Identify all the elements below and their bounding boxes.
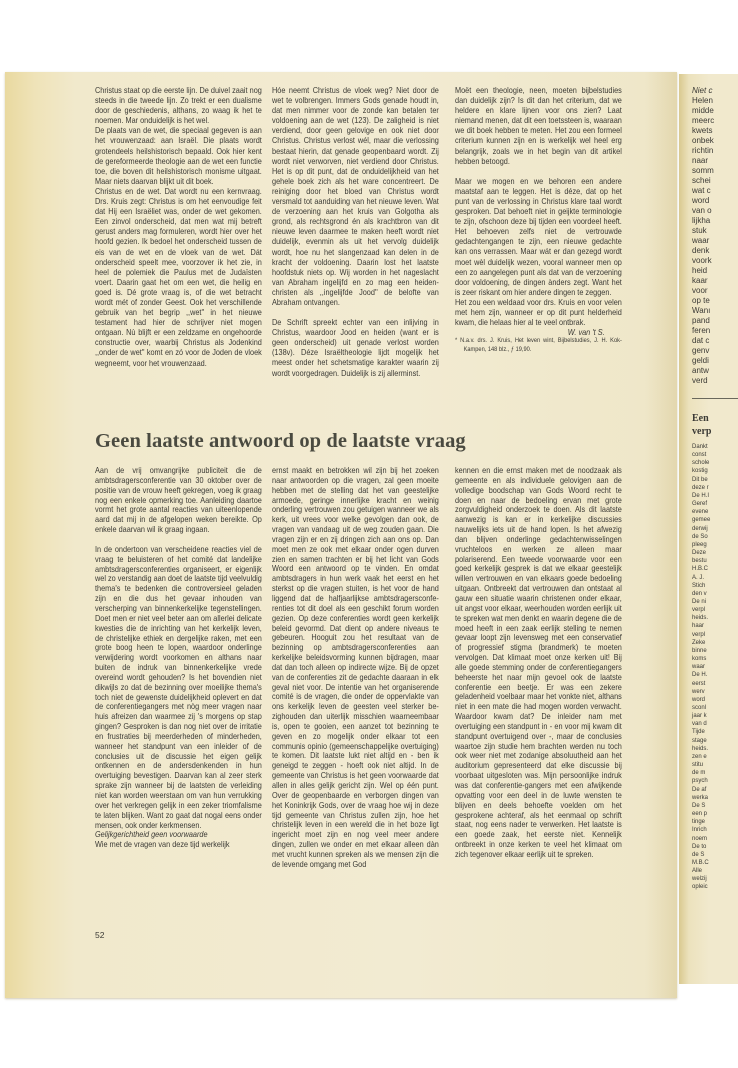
paragraph: De Schrift spreekt echter van een inlijving in Christus, waardoor Jood en heiden (want er is geen onderscheid) uit genade verlost worden (138v). Déze Israëltheologie lijdt mogelijk het meest onder het schetsmatige karakter waarin zij wordt voorgedragen. Duidelijk is zij allerminst. — [272, 317, 439, 378]
text-fragment: stitu — [692, 762, 704, 769]
text-fragment: voork — [692, 256, 712, 265]
text-fragment: Tijde — [692, 729, 705, 736]
facing-page-small-text — [692, 443, 710, 892]
text-fragment: bestu — [692, 558, 707, 565]
author-signature: W. van 't S. — [567, 327, 605, 338]
text-fragment: haar — [692, 623, 705, 630]
text-fragment: De ni — [692, 598, 707, 605]
text-fragment: lijkha — [692, 216, 711, 225]
text-fragment: De af — [692, 786, 707, 793]
text-fragment: somm — [692, 166, 714, 175]
text-fragment: richtin — [692, 146, 714, 155]
text-fragment: deze r — [692, 484, 709, 491]
paragraph: kennen en die ernst maken met de noodzaak als gemeente en als individuele gelovigen aan de volledige boodschap van Gods Woord recht te doen en naar de bedoeling ervan met grote zorgvuldigheid onderzoek te doen. Als dit laatste aanwezig is kan er in kerkelijke discussies nauwelijks iets uit de hand lopen. Is het afwezig dan blijven onderlinge gedachtenwisselingen vruchteloos en werken ze alleen maar polariserend. Een tweede voorwaarde voor een goed kerkelijk gesprek is dat we elkaar geestelijk willen vertrouwen en van elkaars goede bedoeling uitgaan. Ontbreekt dat vertrouwen dan ontstaat al gauw een situatie waarin christenen onder elkaar, uit angst voor elkaar, weerhouden worden eerlijk uit te spreken wat men denkt en waarin degene die de moed heeft in een zaak eerlijk stelling te nemen gevaar loopt zijn levensweg met een conservatief of progressief stigma (brandmerk) te moeten vervolgen. Dat klimaat moet onze kerken uit! Bij alle goede stemming onder de conferentiegangers beheerste het naar mijn gevoel ook de laatste conferentie een beetje. Er was een zekere geladenheid voelbaar maar het vonkte niet, althans niet in een mate die had mogen worden verwacht. Waardoor kwam dat? De inleider nam met overtuiging een standpunt in - en voor mij kwam dit standpunt overtuigend over -, maar de conclusies waartoe zijn studie hem brachten werden nu toch ook weer niet met zodanige absoluutheid aan het auditorium gepresenteerd dat elke discussie bij voorbaat uitgesloten was. Mijn persoonlijke indruk was dat conferentie-gangers met een afwijkende opvatting voor een deel in de luwte wensten te blijven en deels behoefte voelden om het gesprokene achteraf, als het eenmaal op schrift staat, nog eens nader te verwerken. Het laatste is een goede zaak, het eerste niet. Kennelijk ontbreekt in onze kerken te veel het klimaat om zich tegenover elkaar eerlijk uit te spreken. — [455, 465, 622, 859]
text-fragment: kostig — [692, 468, 708, 475]
paragraph: Wie met de vragen van deze tijd werkelijk — [95, 839, 230, 850]
subheading: Gelijkgerichtheid geen voorwaarde — [95, 829, 208, 840]
paragraph: Maar we mogen en we behoren een andere maatstaf aan te leggen. Het is déze, dat op het punt van de verlossing in Christus klare taal wordt gesproken. Dat behoeft niet in geijkte terminologie te zijn, ofschoon deze bij tijden een voordeel heeft. Het behoeven zelfs niet de vertrouwde gedachtengangen te zijn, een nieuwe gedachte kan ons verrassen. Maar wát er dan gezegd wordt moet wèl duidelijk wezen, vooral wanneer men op een zo aangelegen punt als dat van de verzoening door voldoening, de dingen ànders zegt. Want het is zeer riskant om hier andere dingen te zeggen. — [455, 175, 622, 297]
text-fragment: den v — [692, 590, 707, 597]
text-fragment: van d — [692, 721, 707, 728]
column-1 — [95, 85, 262, 368]
paragraph: In de ondertoon van verscheidene reacties viel de vraag te beluisteren of het comité dat landelijke ambtsdragersconferenties organiseert, er eigenlijk wel zo verstandig aan doet de laatste tijd veelvuldig thema's te bedenken die controversieel geladen zijn en die dus het gevaar inhouden van verscherping van binnenkerkelijke tegenstellingen. Doet men er niet veel beter aan om allerlei delicate kwesties die de inrichting van het kerkelijk leven, de christelijke ethiek en dergelijke raken, met een grote boog heen te lopen, waardoor onderlinge verwijdering wordt voorkomen en althans naar buiten de indruk van binnenkerkelijke vrede overeind wordt gehouden? Is het bovendien niet dikwijls zo dat de bezinning over moeilijke thema's toch niet de gewenste duidelijkheid oplevert en dat de conferentiegangers met nòg meer vragen naar huis afreizen dan waarmee zij 's morgens op stap gingen? Gesproken is dan nog niet over de irritatie en frustraties bij meerderheden of minderheden, wanneer het standpunt van een inleider of de conclusies uit de discussie het eigen gelijk ontkennen en de andersdenkenden in hun overtuiging bevestigen. Daarvan kan al zeer sterk sprake zijn wanneer bij de laatsten de verleiding niet kan worden weerstaan om van hun verrukking over het verkregen gelijk in een zeker triomfalisme te laten blijken. Want zo gaat dat nogal eens onder mensen, ook onder kerkmensen. — [95, 543, 262, 830]
text-fragment: sconl — [692, 705, 707, 711]
text-fragment: geldi — [692, 356, 709, 365]
divider — [692, 398, 738, 399]
facing-page-column — [692, 86, 738, 386]
text-fragment: verpl — [692, 607, 706, 614]
text-fragment: verp — [692, 425, 712, 437]
text-fragment: Dit be — [692, 476, 708, 483]
paragraph: Hóe neemt Christus de vloek weg? Niet door de wet te volbrengen. Immers Gods genade houdt in, dat men nimmer voor de zonde kan betalen ter voldoening aan de wet (123). De zaligheid is niet verdiend, door geen gelovige en ook niet door Christus. Christus verlost wél, maar die verlossing bestaat hierin, dat genade geopenbaard wordt. Zij wordt niet verworven, niet verdiend door Christus. Het is op dit punt, dat de onduidelijkheid van het gehele boek zich als het ware concentreert. De reiniging door het bloed van Christus wordt versmald tot aanduiding van het nieuwe leven. Wat de verzoening aan het kruis van Golgotha als grond, als rechtsgrond én als krachtbron van dit nieuwe leven daarmee te maken heeft wordt niet duidelijk, evenmin als uit het vervolg duidelijk wordt, hoe nu het slangenzaad kan delen in de kracht der voldoening. Daarin lost het laatste hoofdstuk niets op. Wij worden in het nageslacht van Abraham ingelijfd en zo mag een heiden-christen als ,,ingelijfde Jood'' de belofte van Abraham ontvangen. — [272, 85, 439, 307]
text-fragment: heids. — [692, 615, 709, 622]
text-fragment: opleic — [692, 884, 708, 891]
text-fragment: Inrich — [692, 827, 707, 834]
column-2 — [272, 466, 439, 870]
text-fragment: de S — [692, 851, 705, 858]
text-fragment: feren — [692, 326, 711, 335]
text-fragment: heid — [692, 266, 708, 275]
text-fragment: M.B.C — [692, 859, 709, 866]
footnote: * N.a.v. drs. J. Kruis, Het leven wint, Bijbelstudies, J. H. Kok-Kampen, 148 blz., ƒ 19,90. — [455, 337, 622, 353]
text-fragment: werv — [692, 688, 705, 695]
paragraph: Moët een theologie, neen, moeten bijbelstudies dan duidelijk zijn? Is dit dan het criterium, dat we heldere en klare lijnen voor ons zien? Laat niemand menen, dat dit een toetssteen is, waaraan we dit boek hebben te meten. Het zou een formeel criterium kunnen zijn en is werkelijk wel heel erg belangrijk, zoals we in het begin van dit artikel hebben betoogd. — [455, 85, 622, 166]
text-fragment: psych — [692, 778, 708, 785]
text-fragment: Deze — [692, 550, 707, 557]
paragraph: Het zou een weldaad voor drs. Kruis en voor velen met hem zijn, wanneer er op dit punt helderheid kwam, die helaas hier al te veel ontbrak. — [455, 296, 622, 328]
text-fragment: De H.I — [692, 492, 710, 499]
text-fragment: H.B.C — [692, 566, 709, 573]
text-fragment: werka — [692, 794, 709, 801]
text-fragment: Zeke — [692, 639, 706, 646]
text-fragment: De to — [692, 843, 707, 850]
text-fragment: Alle — [692, 868, 703, 875]
text-fragment: dat c — [692, 336, 710, 345]
facing-page-heading — [692, 413, 711, 438]
text-fragment: meerc — [692, 116, 715, 125]
text-fragment: De H. — [692, 672, 708, 679]
text-fragment: antw — [692, 366, 709, 375]
paragraph: Christus en de wet. Dat wordt nu een kernvraag. Drs. Kruis zegt: Christus is om het eenvoudige feit dat Hij een Israëliet was, onder de wet gekomen. Een zinvol onderscheid, dat men wat mij betreft gerust anders mag formuleren, wordt hier over het hoofd gezien. Ik bedoel het onderscheid tussen de eis van de wet en de vloek van de wet. Dát onderscheid speelt mee, voorzover ik het zie, in heel de polemiek die Paulus met de Judaïsten voert. Daarin gaat het om een wet, die heilig en goed is. Dé grote vraag is, of die wet betracht wordt mét of zonder Geest. Ook het verschillende gebruik van het begrip ,,wet'' in het nieuwe testament had hier de schrijver niet mogen ontgaan. Nù blijft er een zeldzame en ongehoorde constructie over, waarbij Christus als Jodenkind ,,onder de wet'' komt en zó voor de Joden de vloek wegneemt, voor het vrouwenzaad. — [95, 185, 262, 368]
paragraph: De plaats van de wet, die speciaal gegeven is aan het vrouwenzaad: aan Israël. Die plaats wordt grotendeels heilshistorisch bepaald. Ook hier kent de gereformeerde theologie aan de wet een functie toe, die boven dit heilshistorisch monisme uitgaat. Maar niets daarvan blijkt uit dit boek. — [95, 125, 262, 186]
text-fragment: jaar k — [692, 713, 707, 720]
text-fragment: stuk — [692, 226, 707, 235]
column-3 — [455, 466, 622, 860]
column-3 — [455, 85, 622, 354]
text-fragment: naar — [692, 156, 709, 165]
text-fragment: tinge — [692, 819, 706, 826]
text-fragment: pleeg — [692, 541, 707, 548]
paragraph: Christus staat op die eerste lijn. De duivel zaait nog steeds in die tweede lijn. Zo trekt er een dualisme door de geschiedenis, althans, zo waag ik het te noemen. Mar onduidelijk is het wel. — [95, 85, 262, 126]
column-1 — [95, 466, 262, 850]
text-fragment: Geref — [692, 501, 708, 508]
text-fragment: Dankt — [692, 444, 708, 450]
paragraph: ernst maakt en betrokken wil zijn bij het zoeken naar antwoorden op die vragen, zal geen moeite hebben met de stelling dat het van geestelijke armoede, geringe innerlijke kracht en weinig onderling vertrouwen zou getuigen wanneer we als kerk, uit vrees voor welke gevolgen dan ook, de vragen van vandaag uit de weg zouden gaan. Die vragen zijn er en zij dringen zich aan ons op. Dan moet men ze ook met elkaar onder ogen durven zien en samen trachten er bij het licht van Gods Woord een antwoord op te vinden. En omdat ambtsdragers in hun werk vaak het eerst en het sterkst op die vragen stuiten, is het voor de hand liggend dat de halfjaarlijkse ambtsdragersconferenties tot dit doel als een geschikt forum worden gezien. Op deze conferenties wordt geen kerkelijk beleid gevormd. Dat dient op andere niveaus te gebeuren. Hooguit zou het resultaat van de bezinning op ambtsdragersconferenties aan kerkelijke beleidsvorming kunnen bijdragen, maar dat dan toch alleen op indirecte wijze. Bij de opzet van de conferenties zit de gedachte daaraan in elk geval niet voor. De intentie van het organiserende comité is de vragen, die onder de oppervlakte van ons kerkelijk leven de geesten veel sterker bezighouden dan uiterlijk misschien waarneembaar is, open te gooien, een aanzet tot bezinning te geven en zo mogelijk onder elkaar tot een communis opinio (gemeenschappelijke overtuiging) te komen. Dit laatste lukt niet altijd en - ben ik geneigd te zeggen - hoeft ook niet altijd. In de gemeente van Christus is het geen voorwaarde dat allen in alles gelijk gericht zijn. Wel op één punt. Over de geopenbaarde en verborgen dingen van het Koninkrijk Gods, over de vraag hoe wij in deze tijd gemeente van Christus zullen zijn, hoe het christelijk leven in een wereld die in het boze ligt ingericht moet zijn en nog veel meer andere dingen, zullen we onder en met elkaar alleen dàn met vrucht kunnen spreken als we mensen zijn die de levende omgang met God — [272, 465, 439, 869]
text-fragment: onbek — [692, 136, 714, 145]
text-fragment: schei — [692, 176, 711, 185]
text-fragment: derwij — [692, 525, 708, 532]
text-fragment: Wanı — [692, 306, 711, 315]
text-fragment: midde — [692, 106, 714, 115]
text-fragment: wat c — [692, 186, 711, 195]
text-fragment: evene — [692, 509, 709, 516]
text-fragment: kwets — [692, 126, 713, 135]
text-fragment: voor — [692, 286, 708, 295]
text-fragment: de So — [692, 533, 708, 540]
text-fragment: heids. — [692, 745, 709, 752]
text-fragment: Niet c — [692, 86, 713, 95]
text-fragment: de m — [692, 770, 706, 777]
text-fragment: denk — [692, 246, 710, 255]
paragraph: Aan de vrij omvangrijke publiciteit die de ambtsdragersconferentie van 30 oktober over de positie van de vrouw heeft gekregen, voeg ik graag nog een enkele opmerking toe. Aanleiding daartoe vormt het grote aantal reacties van uiteenlopende aard dat mij in de afgelopen weken bereikte. Op enkele daarvan wil ik graag ingaan. — [95, 465, 262, 535]
text-fragment: schole — [692, 460, 710, 467]
text-fragment: Stich — [692, 582, 706, 589]
text-fragment: een p — [692, 811, 708, 818]
text-fragment: verd — [692, 376, 708, 385]
text-fragment: pand — [692, 316, 710, 325]
text-fragment: van o — [692, 206, 712, 215]
text-fragment: kaar — [692, 276, 708, 285]
text-fragment: noem — [692, 835, 708, 842]
text-fragment: const — [692, 452, 707, 459]
text-fragment: koms — [692, 656, 707, 663]
text-fragment: stage — [692, 737, 707, 744]
text-fragment: word — [692, 696, 706, 703]
article-headline: Geen laatste antwoord op de laatste vraag — [95, 430, 466, 452]
text-fragment: De S — [692, 802, 706, 809]
text-fragment: A. J. — [692, 574, 705, 581]
text-fragment: waar — [692, 664, 706, 671]
text-fragment: eerst — [692, 680, 706, 687]
column-2 — [272, 85, 439, 378]
text-fragment: Helen — [692, 96, 713, 105]
text-fragment: zen e — [692, 753, 707, 760]
text-fragment: gemee — [692, 517, 711, 524]
text-fragment: waar — [692, 236, 710, 245]
text-fragment: Een — [692, 413, 709, 424]
text-fragment: verpl — [692, 631, 706, 638]
text-fragment: op te — [692, 296, 710, 305]
text-fragment: word — [692, 196, 710, 205]
text-fragment: genv — [692, 346, 710, 355]
text-fragment: binne — [692, 647, 707, 654]
page-number: 52 — [95, 930, 105, 940]
text-fragment: welzij — [692, 876, 707, 883]
